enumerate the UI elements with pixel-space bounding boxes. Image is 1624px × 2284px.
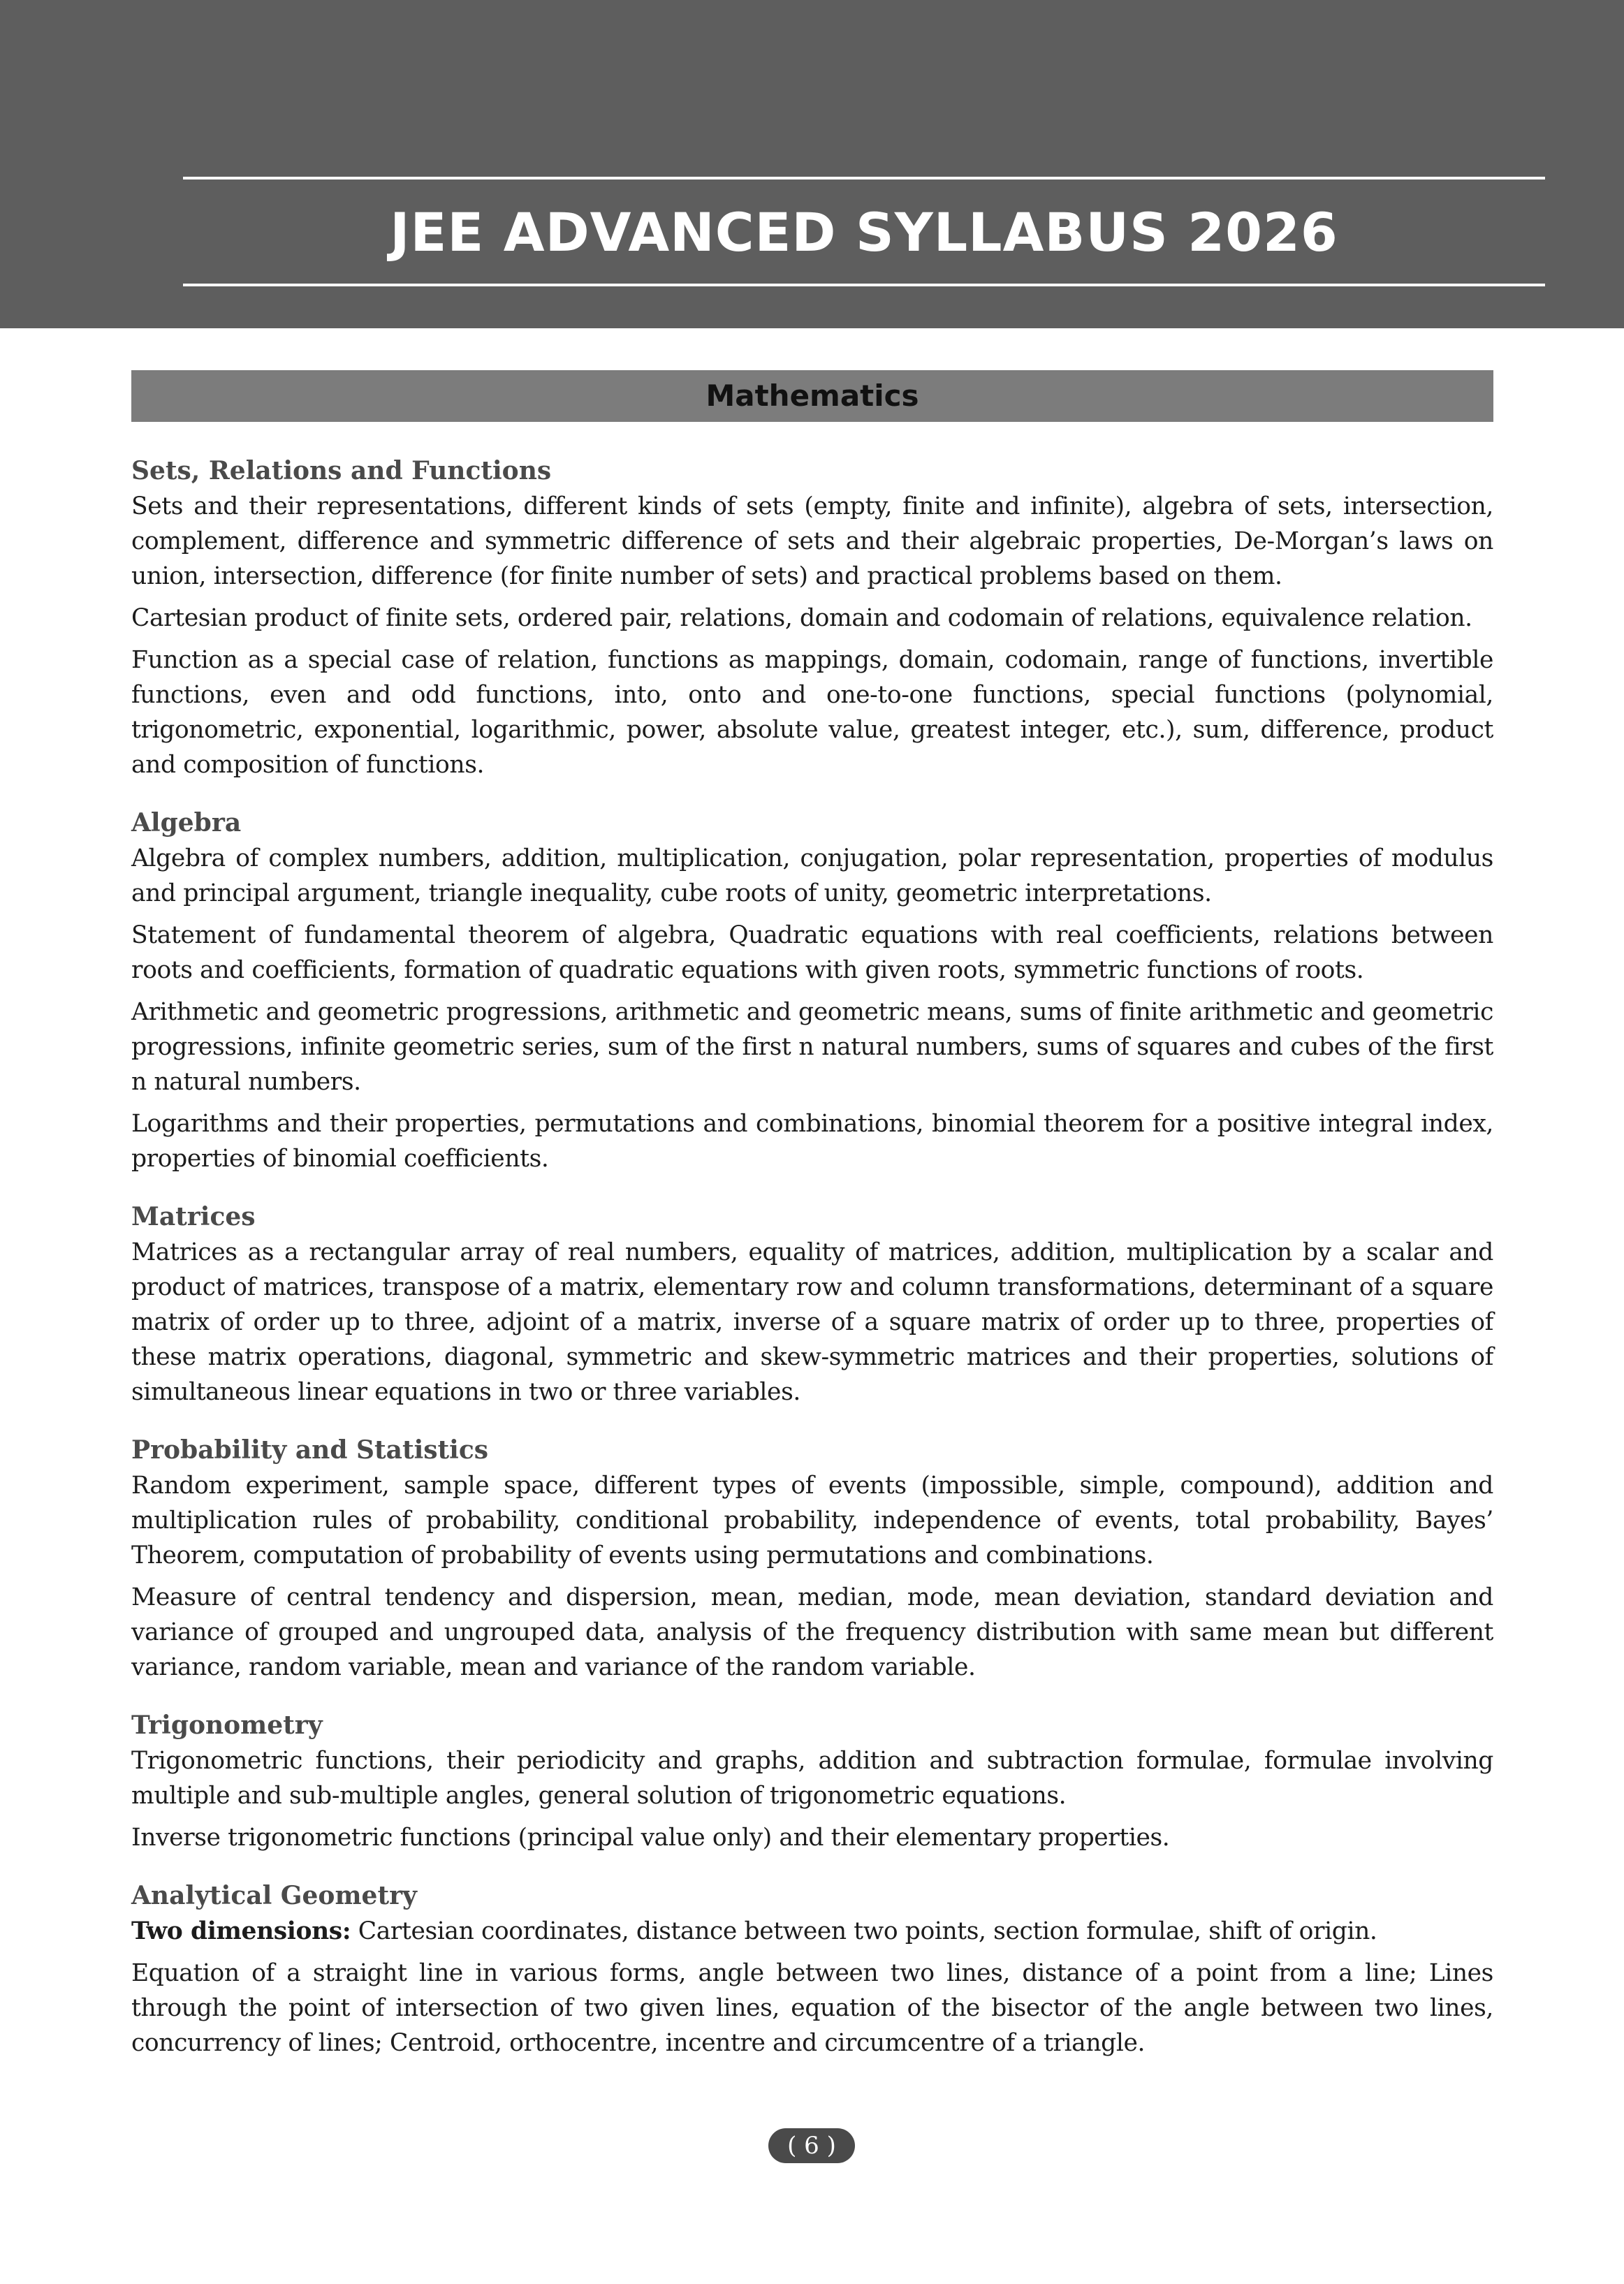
- two-dimensions-label: Two dimensions:: [131, 1917, 351, 1945]
- section-paragraph: Arithmetic and geometric progressions, arithmetic and geometric means, sums of finite arithmetic and geometric progressions, infinite geometric series, sum of the first n natural numbers, sums of squares and cubes of the first n natural numbers.: [131, 998, 1493, 1096]
- page-title: JEE ADVANCED SYLLABUS 2026: [390, 201, 1338, 263]
- header-rule-bottom: [183, 284, 1545, 286]
- subject-heading: Mathematics: [131, 370, 1493, 422]
- section-paragraph: Algebra of complex numbers, addition, multiplication, conjugation, polar representation, properties of modulus and principal argument, triangle inequality, cube roots of unity, geometric interpretations.: [131, 844, 1493, 907]
- section-paragraph: Trigonometric functions, their periodicity and graphs, addition and subtraction formulae, formulae involving multiple and sub-multiple angles, general solution of trigonometric equations.: [131, 1747, 1493, 1810]
- section-trigonometry: [131, 1707, 1493, 1855]
- section-algebra: [131, 805, 1493, 1176]
- section-paragraph: Matrices as a rectangular array of real numbers, equality of matrices, addition, multiplication by a scalar and product of matrices, transpose of a matrix, elementary row and column transformations, determinant of a square matrix of order up to three, adjoint of a matrix, inverse of a square matrix of order up to three, properties of these matrix operations, diagonal, symmetric and skew-symmetric matrices and their properties, solutions of simultaneous linear equations in two or three variables.: [131, 1238, 1493, 1406]
- section-paragraph: Measure of central tendency and dispersion, mean, median, mode, mean deviation, standard deviation and variance of grouped and ungrouped data, analysis of the frequency distribution with same mean but different variance, random variable, mean and variance of the random variable.: [131, 1583, 1493, 1681]
- page-number: ( 6 ): [768, 2128, 855, 2163]
- section-paragraph: Sets and their representations, different kinds of sets (empty, finite and infinite), algebra of sets, intersection, complement, difference and symmetric difference of sets and their algebraic properties, De-Morgan’s laws on union, intersection, difference (for finite number of sets) and practical problems based on them.: [131, 492, 1493, 590]
- section-analytical-geometry: [131, 1877, 1493, 2060]
- syllabus-content: [131, 453, 1493, 2083]
- section-heading: Sets, Relations and Functions: [131, 456, 552, 485]
- section-paragraph: Random experiment, sample space, different types of events (impossible, simple, compound), addition and multiplication rules of probability, conditional probability, independence of events, total probability, Bayes’ Theorem, computation of probability of events using permutations and combinations.: [131, 1472, 1493, 1569]
- section-heading: Algebra: [131, 808, 242, 837]
- section-paragraph: Inverse trigonometric functions (principal value only) and their elementary properties.: [131, 1824, 1170, 1852]
- section-paragraph: Statement of fundamental theorem of algebra, Quadratic equations with real coefficients, relations between roots and coefficients, formation of quadratic equations with given roots, symmetric functions of roots.: [131, 921, 1493, 984]
- section-matrices: [131, 1199, 1493, 1410]
- section-heading: Analytical Geometry: [131, 1881, 417, 1910]
- section-probability-statistics: [131, 1432, 1493, 1685]
- two-dimensions-text: Cartesian coordinates, distance between two points, section formulae, shift of origin.: [351, 1917, 1377, 1945]
- header-banner: [0, 0, 1624, 328]
- section-heading: Trigonometry: [131, 1711, 323, 1740]
- section-sets-relations-functions: [131, 453, 1493, 782]
- section-paragraph: Cartesian product of finite sets, ordered pair, relations, domain and codomain of relations, equivalence relation.: [131, 604, 1472, 632]
- section-paragraph: Equation of a straight line in various forms, angle between two lines, distance of a point from a line; Lines through the point of intersection of two given lines, equation of the bisector of the angle between two lines, concurrency of lines; Centroid, orthocentre, incentre and circumcentre of a triangle.: [131, 1959, 1493, 2057]
- section-heading: Probability and Statistics: [131, 1435, 489, 1465]
- section-paragraph: Logarithms and their properties, permutations and combinations, binomial theorem for a positive integral index, properties of binomial coefficients.: [131, 1110, 1493, 1173]
- section-heading: Matrices: [131, 1202, 256, 1231]
- section-paragraph: Function as a special case of relation, functions as mappings, domain, codomain, range of functions, invertible functions, even and odd functions, into, onto and one-to-one functions, special functions (polynomial, trigonometric, exponential, logarithmic, power, absolute value, greatest integer, etc.), sum, difference, product and composition of functions.: [131, 646, 1493, 779]
- section-lead-paragraph: [131, 1914, 1493, 1949]
- header-rule-top: [183, 177, 1545, 180]
